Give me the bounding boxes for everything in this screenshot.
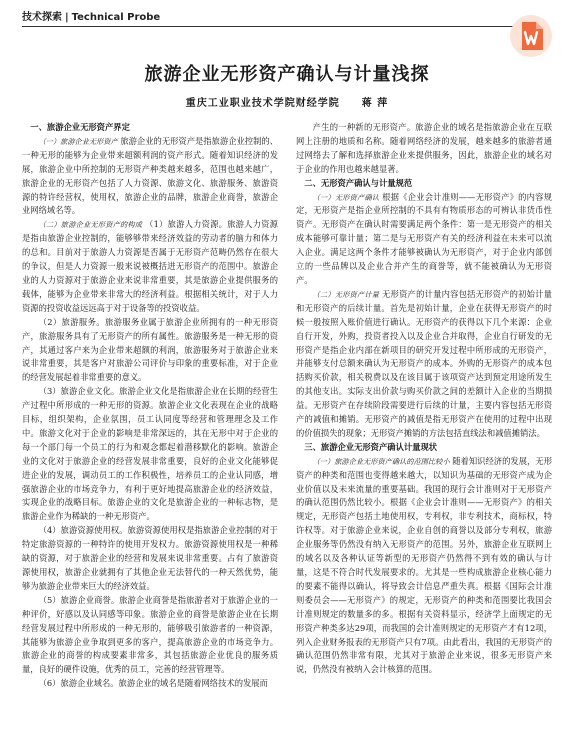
subsection-lead: （一）旅游企业无形资产	[38, 136, 118, 146]
paragraph-text: （3）旅游企业文化。旅游企业文化是指旅游企业在长期的经营生产过程中所形成的一种无形的资源。旅游企业文化表现在企业的战略目标，组织架构，企业氛围，员工认同度等经营和管理理念及工作中。旅游文化对于企业的影响是非常深远的，其在无形中对于企业的每一个部门每一个员工的行为和观念都起着潜移默化的影响。旅游企业的文化对于旅游企业的经营发展非常重要，良好的企业文化能够促进企业的发展，调动员工的工作积极性，培养员工的企业认同感，增强旅游企业的市场竞争力，有利于更好地提高旅游企业的经济效益，实现企业的战略目标。旅游企业的文化是旅游企业的一种标志物，是旅游企业作为稀缺的一种无形资产。	[22, 386, 278, 522]
paragraph-text: （5）旅游企业商誉。旅游企业商誉是指旅游者对于旅游企业的一种评价，好感以及认同感等印象。旅游企业的商誉是旅游企业在长期经营发展过程中所形成的一种无形的，能够吸引旅游者的一种资源，其能够为旅游企业争取到更多的客户，提高旅游企业的市场竞争力。旅游企业的商誉的构成要素非常多，其包括旅游企业优良的服务质量，良好的硬件设施，优秀的员工，完善的经营管理等。	[22, 594, 278, 675]
paragraph-text: （6）旅游企业域名。旅游企业的域名是随着网络技术的发展而	[38, 678, 268, 689]
body-paragraph	[22, 524, 278, 594]
paragraph-text: 产生的一种新的无形资产。旅游企业的域名是指旅游企业在互联网上注册的地质和名称。随着网络经济的发展，越来越多的旅游者通过网络去了解和选择旅游企业来提供服务，因此，旅游企业的域名对于企业的作用也越来越显著。	[296, 122, 552, 174]
header-rule	[22, 26, 516, 27]
body-paragraph	[296, 455, 552, 678]
journal-logo-icon	[509, 14, 553, 58]
journal-header	[22, 8, 552, 26]
body-paragraph	[296, 288, 552, 441]
left-column	[22, 121, 278, 741]
header-divider: |	[65, 12, 69, 23]
paragraph-text: （4）旅游资源使用权。旅游资源使用权是指旅游企业控制的对于特定旅游资源的一种特许的使用开发权力。旅游资源使用权是一种稀缺的资源，对于旅游企业的经营和发展来说非常重要。占有了旅游资源使用权，旅游企业就拥有了其他企业无法替代的一种天然优势，能够为旅游企业带来巨大的经济效益。	[22, 525, 278, 591]
subsection-lead: （一）旅游企业无形资产确认的范围比较小	[312, 456, 450, 466]
author-name: 蒋 萍	[361, 98, 389, 109]
section-heading: 一、旅游企业无形资产界定	[30, 122, 130, 132]
subsection-lead: （一）无形资产确认	[312, 192, 380, 202]
subsection-lead: （二）无形资产计量	[312, 289, 380, 299]
body-paragraph	[22, 594, 278, 677]
body-paragraph	[22, 135, 278, 218]
paragraph-text: （2）旅游服务。旅游服务业属于旅游企业所拥有的一种无形资产，旅游服务具有了无形资产的所有属性。旅游服务是一种无形的资产，其通过客户来为企业带来超额的利润，旅游服务对于旅游企业来说非常重要，其是客户对旅游公司评价与印象的重要标准，对于企业的经营发展起着非常重要的意义。	[22, 316, 278, 383]
article-title: 旅游企业无形资产确认与计量浅探	[144, 64, 430, 85]
body-paragraph	[22, 218, 278, 315]
section-heading: 二、无形资产确认与计量规范	[304, 177, 413, 188]
subsection-lead: （二）旅游企业无形资产的构成	[38, 220, 143, 230]
paragraph-text: （1）旅游人力资源。旅游人力资源是指由旅游企业控制的，能够够带来经济效益的劳动者的脑力和体力的总和。目前对于旅游人力资源是否属于无形资产范畴仍然存在很大的争议，但是人力资源一般来说被概括进无形资产的范围中。旅游企业的人力资源对于旅游企业来说非常重要，其是旅游企业提供服务的载体，能够为企业带来非常大的经济利益。根据相关统计，对于人力资源的投资收益远远高于对于设备等的投资收益。	[22, 219, 278, 313]
paragraph-text: 旅游企业的无形资产是指旅游企业控制的、一种无形的能够为企业带来超额利润的资产形式。随着知识经济的发展，旅游企业中所控制的无形资产种类越来越多，范围也越来越广，旅游企业的无形资产包括了人力资源、旅游文化、旅游服务、旅游资源的特许经营权，使用权，旅游企业的品牌，旅游企业商誉，旅游企业网络域名等。	[22, 135, 278, 216]
body-paragraph	[296, 191, 552, 288]
author-line	[0, 94, 574, 109]
body-paragraph	[22, 385, 278, 524]
body-paragraph	[22, 316, 278, 386]
paragraph-text: 根据《企业会计准则——无形资产》的内容规定，无形资产是指企业所控制的不具有有物质形态的可辨认非货币性资产。无形资产在确认时需要满足两个条件：第一是无形资产的相关成本能够可靠计量；第二是与无形资产有关的经济利益在未来可以流入企业。满足这两个条件才能够被确认为无形资产，对于企业内部创立的一些品牌以及企业合并产生的商誉等，就不能被确认为无形资产。	[296, 191, 552, 285]
author-affiliation: 重庆工业职业技术学院财经学院	[185, 98, 340, 109]
right-column	[296, 121, 552, 741]
paragraph-text: 随着知识经济的发展，无形资产的种类和范围也变得越来越大，以知识为基础的无形资产成为企业价值以及未来流量的重要基础。我国的现行会计准则对于无形资产的确认范围仍然比较小。根据《企业会计准则——无形资产》的相关规定，无形资产包括土地使用权，专利权，非专利技术，商标权，特许权等。对于旅游企业来说，企业自创的商誉以及部分专利权，旅游企业服务等仍然没有纳入无形资产的范围。另外，旅游企业互联网上的域名以及各种认证等新型的无形资产仍然得不到有效的确认与计量，这是不符合时代发展要求的。尤其是一些构成旅游企业核心能力的要素不能得以确认，将导致会计信息严重失真。根据《国际会计准则委员会——无形资产》的规定，无形资产的种类和范围要比我国会计准则规定的数量多的多。根据有关资料显示，经济学上面规定的无形资产种类多达29项，而我国的会计准则规定的无形资产才有12项，列入企业财务报表的无形资产只有7项。由此看出，我国的无形资产的确认范围仍然非常有限，尤其对于旅游企业来说，很多无形资产来说，仍然没有被纳入会计核算的范围。	[296, 455, 552, 675]
section-title-en: Technical Probe	[71, 12, 161, 23]
body-paragraph	[296, 121, 552, 177]
paragraph-text: 无形资产的计量内容包括无形资产的初始计量和无形资产的后续计量。首先是初始计量，企业在获得无形资产的时候一般按照入账价值进行确认。无形资产的获得以下几个来源：企业自行开发，外购，投资者投入以及企业合并取得，企业自行研发的无形资产是指企业内部在新项目的研究开发过程中所形成的无形资产，并能够支付总额来确认为无形资产的成本。外购的无形资产的成本包括购买价款，相关税费以及在该目属于该项资产达到预定用途所发生的其他支出。实际支出价款与购买价款之间的差额计入企业的当期损益。无形资产在存续阶段需要进行后续的计量，主要内容包括无形资产的减值和摊销。无形资产的减值是指无形资产在使用的过程中出现的价值损失的现象；无形资产摊销的方法包括直线法和减值摊销法。	[296, 288, 552, 438]
body-paragraph	[22, 677, 278, 691]
section-heading: 三、旅游企业无形资产确认计量现状	[304, 441, 438, 452]
section-title-cn: 技术探索	[22, 12, 62, 23]
